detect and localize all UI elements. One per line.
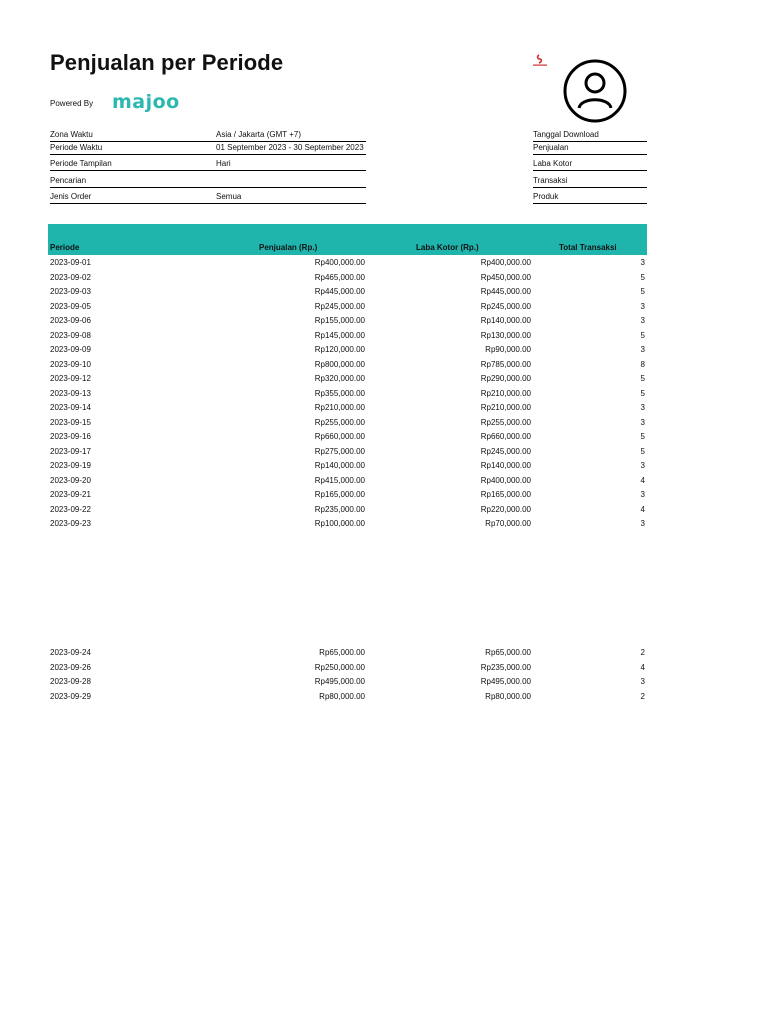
- meta-row: [50, 156, 366, 171]
- cell-total-transaksi: 3: [640, 490, 645, 499]
- report-meta-right: [533, 127, 647, 207]
- cell-periode: 2023-09-20: [50, 475, 91, 485]
- cell-periode: 2023-09-13: [50, 388, 91, 398]
- cell-penjualan: Rp275,000.00: [314, 446, 365, 456]
- cell-total-transaksi: 2: [640, 691, 645, 701]
- cell-laba-kotor: Rp210,000.00: [480, 403, 531, 412]
- cell-total-transaksi: 5: [640, 272, 645, 282]
- table-row: [48, 416, 647, 431]
- cell-laba-kotor: Rp130,000.00: [480, 330, 531, 340]
- cell-laba-kotor: Rp290,000.00: [480, 374, 531, 383]
- cell-penjualan: Rp245,000.00: [314, 301, 365, 311]
- cell-laba-kotor: Rp210,000.00: [480, 388, 531, 398]
- meta-label: Jenis Order: [50, 192, 92, 201]
- column-header-penjualan: Penjualan (Rp.): [259, 243, 318, 252]
- cell-laba-kotor: Rp785,000.00: [480, 359, 531, 369]
- column-header-total-transaksi: Total Transaksi: [559, 243, 617, 252]
- cell-laba-kotor: Rp660,000.00: [480, 432, 531, 441]
- table-row: [48, 474, 647, 489]
- cell-periode: 2023-09-09: [50, 345, 91, 354]
- cell-penjualan: Rp165,000.00: [314, 490, 365, 499]
- cell-laba-kotor: Rp245,000.00: [480, 446, 531, 456]
- cell-periode: 2023-09-01: [50, 258, 91, 267]
- meta-value: 01 September 2023 - 30 September 2023: [216, 143, 364, 152]
- majoo-logo: majoo: [112, 91, 180, 113]
- cell-laba-kotor: Rp255,000.00: [480, 417, 531, 427]
- cell-total-transaksi: 4: [640, 504, 645, 514]
- cell-penjualan: Rp355,000.00: [314, 388, 365, 398]
- cell-penjualan: Rp400,000.00: [314, 258, 365, 267]
- cell-periode: 2023-09-19: [50, 461, 91, 470]
- cell-periode: 2023-09-26: [50, 662, 91, 672]
- meta-row: [533, 140, 647, 155]
- meta-value: Hari: [216, 159, 231, 168]
- cell-penjualan: Rp140,000.00: [314, 461, 365, 470]
- cell-penjualan: Rp255,000.00: [314, 417, 365, 427]
- cell-periode: 2023-09-23: [50, 519, 91, 528]
- table-row: [48, 488, 647, 503]
- cell-laba-kotor: Rp400,000.00: [480, 475, 531, 485]
- meta-label: Laba Kotor: [533, 159, 573, 168]
- meta-label: Produk: [533, 192, 559, 201]
- cell-total-transaksi: 5: [640, 287, 645, 296]
- meta-label: Penjualan: [533, 143, 569, 152]
- cell-total-transaksi: 3: [640, 461, 645, 470]
- column-header-periode: Periode: [50, 243, 80, 252]
- meta-row: [533, 156, 647, 171]
- cell-penjualan: Rp100,000.00: [314, 519, 365, 528]
- table-header: [48, 224, 647, 255]
- cell-penjualan: Rp320,000.00: [314, 374, 365, 383]
- table-row: [48, 387, 647, 402]
- meta-row: [50, 173, 366, 188]
- cell-total-transaksi: 5: [640, 446, 645, 456]
- table-row: [48, 343, 647, 358]
- cell-total-transaksi: 5: [640, 330, 645, 340]
- cell-periode: 2023-09-10: [50, 359, 91, 369]
- cell-laba-kotor: Rp70,000.00: [485, 519, 531, 528]
- table-row: [48, 256, 647, 271]
- cell-total-transaksi: 4: [640, 475, 645, 485]
- cell-periode: 2023-09-12: [50, 374, 91, 383]
- cell-total-transaksi: 3: [640, 301, 645, 311]
- cell-periode: 2023-09-08: [50, 330, 91, 340]
- cell-laba-kotor: Rp235,000.00: [480, 662, 531, 672]
- table-row: [48, 314, 647, 329]
- cell-periode: 2023-09-02: [50, 272, 91, 282]
- cell-laba-kotor: Rp445,000.00: [480, 287, 531, 296]
- cell-penjualan: Rp800,000.00: [314, 359, 365, 369]
- table-row: [48, 646, 647, 661]
- cell-laba-kotor: Rp140,000.00: [480, 461, 531, 470]
- cell-laba-kotor: Rp90,000.00: [485, 345, 531, 354]
- cell-periode: 2023-09-16: [50, 432, 91, 441]
- table-row: [48, 372, 647, 387]
- cell-periode: 2023-09-06: [50, 316, 91, 325]
- cell-laba-kotor: Rp65,000.00: [485, 648, 531, 657]
- table-row: [48, 690, 647, 705]
- table-row: [48, 503, 647, 518]
- cell-periode: 2023-09-24: [50, 648, 91, 657]
- cell-penjualan: Rp210,000.00: [314, 403, 365, 412]
- cell-total-transaksi: 3: [640, 258, 645, 267]
- user-avatar-icon: [563, 59, 627, 123]
- table-row: [48, 329, 647, 344]
- meta-value: Asia / Jakarta (GMT +7): [216, 130, 301, 139]
- cell-total-transaksi: 3: [640, 403, 645, 412]
- table-row: [48, 300, 647, 315]
- meta-label: Tanggal Download: [533, 130, 599, 139]
- meta-row: [533, 189, 647, 204]
- cell-total-transaksi: 3: [640, 417, 645, 427]
- meta-row: [533, 173, 647, 188]
- cell-total-transaksi: 5: [640, 432, 645, 441]
- cell-penjualan: Rp445,000.00: [314, 287, 365, 296]
- cell-laba-kotor: Rp165,000.00: [480, 490, 531, 499]
- meta-label: Zona Waktu: [50, 130, 93, 139]
- cell-laba-kotor: Rp80,000.00: [485, 691, 531, 701]
- cell-total-transaksi: 3: [640, 677, 645, 686]
- cell-total-transaksi: 3: [640, 345, 645, 354]
- cell-laba-kotor: Rp400,000.00: [480, 258, 531, 267]
- cell-penjualan: Rp155,000.00: [314, 316, 365, 325]
- table-row: [48, 445, 647, 460]
- cell-total-transaksi: 3: [640, 316, 645, 325]
- cell-penjualan: Rp250,000.00: [314, 662, 365, 672]
- table-row: [48, 401, 647, 416]
- cell-total-transaksi: 2: [640, 648, 645, 657]
- meta-value: Semua: [216, 192, 242, 201]
- cell-penjualan: Rp65,000.00: [319, 648, 365, 657]
- cell-laba-kotor: Rp450,000.00: [480, 272, 531, 282]
- cell-periode: 2023-09-22: [50, 504, 91, 514]
- cell-total-transaksi: 8: [640, 359, 645, 369]
- cell-penjualan: Rp415,000.00: [314, 475, 365, 485]
- table-row: [48, 517, 647, 532]
- table-row: [48, 430, 647, 445]
- cell-total-transaksi: 5: [640, 388, 645, 398]
- cell-laba-kotor: Rp495,000.00: [480, 677, 531, 686]
- cell-periode: 2023-09-03: [50, 287, 91, 296]
- cell-laba-kotor: Rp245,000.00: [480, 301, 531, 311]
- cell-total-transaksi: 3: [640, 519, 645, 528]
- table-row: [48, 285, 647, 300]
- meta-label: Periode Waktu: [50, 143, 103, 152]
- cell-total-transaksi: 5: [640, 374, 645, 383]
- meta-row: [50, 140, 366, 155]
- cell-periode: 2023-09-21: [50, 490, 91, 499]
- cell-penjualan: Rp235,000.00: [314, 504, 365, 514]
- meta-label: Periode Tampilan: [50, 159, 112, 168]
- cell-periode: 2023-09-14: [50, 403, 91, 412]
- cell-penjualan: Rp660,000.00: [314, 432, 365, 441]
- powered-by-label: Powered By: [50, 99, 94, 108]
- cell-penjualan: Rp80,000.00: [319, 691, 365, 701]
- cell-periode: 2023-09-05: [50, 301, 91, 311]
- table-row: [48, 675, 647, 690]
- table-row: [48, 661, 647, 676]
- cell-periode: 2023-09-29: [50, 691, 91, 701]
- table-row: [48, 358, 647, 373]
- cell-penjualan: Rp495,000.00: [314, 677, 365, 686]
- merchant-logo-icon: [530, 53, 550, 67]
- meta-row: [50, 189, 366, 204]
- meta-label: Transaksi: [533, 176, 568, 185]
- cell-periode: 2023-09-28: [50, 677, 91, 686]
- report-meta-left: [50, 127, 366, 207]
- column-header-laba-kotor: Laba Kotor (Rp.): [416, 243, 479, 252]
- cell-laba-kotor: Rp220,000.00: [480, 504, 531, 514]
- cell-total-transaksi: 4: [640, 662, 645, 672]
- cell-penjualan: Rp465,000.00: [314, 272, 365, 282]
- cell-periode: 2023-09-17: [50, 446, 91, 456]
- meta-label: Pencarian: [50, 176, 87, 185]
- cell-laba-kotor: Rp140,000.00: [480, 316, 531, 325]
- table-row: [48, 459, 647, 474]
- cell-penjualan: Rp120,000.00: [314, 345, 365, 354]
- cell-periode: 2023-09-15: [50, 417, 91, 427]
- page-title: Penjualan per Periode: [50, 50, 284, 75]
- table-row: [48, 271, 647, 286]
- cell-penjualan: Rp145,000.00: [314, 330, 365, 340]
